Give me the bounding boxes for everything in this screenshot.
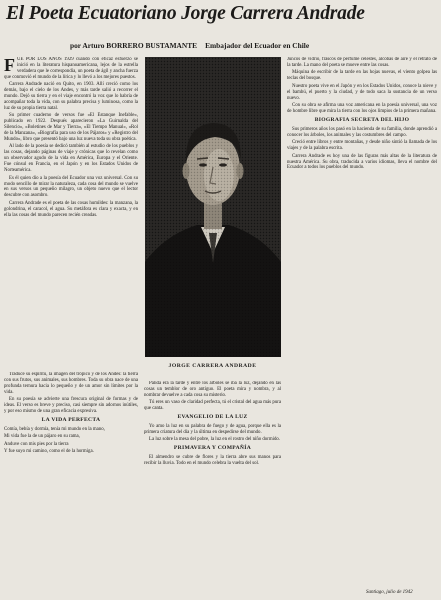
verse-line: Anduve con mis pies por la tierra bbox=[4, 441, 69, 447]
column-1-lower bbox=[4, 372, 138, 598]
article-byline bbox=[70, 41, 309, 50]
author-name: por Arturo BORRERO BUSTAMANTE bbox=[70, 41, 198, 50]
paragraph: Nuestro poeta vive en el Japón y en los Estados Unidos, conoce la nieve y el bambú, el puerto y la ciudad, y de todo saca la sustancia de un verso nuevo. bbox=[287, 83, 437, 101]
paragraph: Yo amo la luz en su palabra de fuego y de agua, porque ella es la primera criatura del día y la última en despedirse del mundo. bbox=[144, 424, 281, 435]
paragraph: Carrera Andrade es el poeta de las cosas humildes: la manzana, la golondrina, el caracol, el agua. Su metáfora es clara y exacta, y en ella las cosas del mundo parecen recién creadas. bbox=[4, 200, 138, 218]
paragraph: El almendro se cubre de flores y la tierra abre sus manos para recibir la lluvia. Todo en el mundo celebra la vuelta del sol. bbox=[144, 455, 281, 467]
paragraph: Traduce su espíritu, la imagen del trópico y de los Andes: la tierra con sus frutos, sus animales, sus hombres. Toda su obra nace de una profunda ternura hacia lo pequeño y de un amor sin límites por la vida. bbox=[4, 372, 138, 395]
paragraph: Con su obra se afirma una voz americana en la poesía universal, una voz de hombre libre que mira la tierra con los ojos limpios de la primera mañana. bbox=[287, 103, 437, 115]
verse-line: Mi vida fue la de un pájaro en su rama, bbox=[4, 434, 80, 440]
paragraph: Carrera Andrade nació en Quito, en 1903. Allí creció como los demás, bajo el cielo de los Andes, y más tarde salió a recorrer el mundo. Dejó su tierra y en el viaje encontró la voz que lo habría de acompañar toda la vida, con su palabra precisa y luminosa, como la luz de su propia tierra natal. bbox=[4, 82, 138, 111]
paragraph: Carrera Andrade es hoy una de las figuras más altas de la literatura de nuestra América. Su obra, traducida a varios idiomas, lleva el nombre del Ecuador a todos los pueblos del mundo. bbox=[287, 153, 437, 171]
portrait-photo bbox=[145, 57, 281, 357]
paragraph: Sus primeros años los pasó en la hacienda de su familia, donde aprendió a conocer los árboles, los animales y las costumbres del campo. bbox=[287, 126, 437, 138]
paragraph: Pálida era la tarde y entre los árboles se iba la luz, dejando en las cosas un temblor de oro antiguo. El poeta mira y nombra, y al nombrar devuelve a cada cosa su misterio. bbox=[144, 381, 281, 398]
section-heading-primavera: PRIMAVERA Y COMPAÑÍA bbox=[173, 445, 252, 452]
paragraph: En su poesía se advierte una frescura original de formas y de ideas. El verso es breve y preciso, casi siempre sin adornos inútiles, y por eso mismo de una gran eficacia expresiva. bbox=[4, 397, 138, 415]
section-heading-vida: LA VIDA PERFECTA bbox=[41, 416, 101, 423]
paragraph: Máquina de escribir de la tarde en las hojas nuevas, el viento golpea las teclas del bosque. bbox=[287, 70, 437, 82]
author-role: Embajador del Ecuador en Chile bbox=[205, 41, 310, 50]
section-heading-biografia: BIOGRAFIA SECRETA DEL HIJO bbox=[314, 116, 410, 123]
paragraph: Al lado de la poesía se dedicó también al estudio de los pueblos y las cosas, dejando páginas de viaje y crónicas que lo revelan como un observador agudo de la vida en América, Europa y el Oriente. Fue cónsul en Francia, en el Japón y en los Estados Unidos de Norteamérica. bbox=[4, 144, 138, 174]
paragraph: La luz sobre la mesa del pobre, la luz en el rostro del niño dormido. bbox=[149, 437, 281, 443]
paragraph: Creció entre libros y entre montañas, y desde niño sintió la llamada de los viajes y de la palabra escrita. bbox=[287, 140, 437, 152]
column-2 bbox=[144, 381, 281, 598]
paragraph: Juncos de vidrio, frascos de perfume celestes, alcobas de aire y el retrato de la tarde. La mano del poeta se mueve entre las cosas. bbox=[287, 57, 437, 68]
paragraph: UE POR LOS AÑOS 1929 cuando con eficaz esfuerzo se inició en la literatura hispanoamericana, lejos de la estrella verdadera que le correspondía, un poeta de ágil y ancha fuerza que conmovió el mundo de la lírica y lo llevó a los mejores puestos. bbox=[4, 57, 138, 80]
photo-caption: JORGE CARRERA ANDRADE bbox=[168, 363, 257, 369]
portrait-image bbox=[145, 57, 281, 357]
verse-line: Comía, bebía y dormía, tenía mi mundo en la mano, bbox=[4, 426, 105, 432]
paragraph: Su primer cuaderno de versos fue «El Estanque Inefable», publicado en 1922. Después aparecieron «La Guirnalda del Silencio», «Boletines de Mar y Tierra», «El Tiempo Manual», «Rol de la Manzana», «Biografía para uso de los Pájaros» y «Registro del Mundo», libro que presentó bajo una luz nueva toda su obra poética. bbox=[4, 113, 138, 142]
column-3 bbox=[287, 57, 437, 598]
section-heading-evangelio: EVANGELIO DE LA LUZ bbox=[177, 414, 248, 421]
dateline: Santiago, julio de 1942 bbox=[366, 590, 413, 595]
column-1 bbox=[4, 57, 138, 360]
drop-cap: F bbox=[4, 57, 15, 75]
paragraph: Es él quien dio a la poesía del Ecuador una voz universal. Con su modo sencillo de mirar la naturaleza, cada cosa del mundo se vuelve en sus versos un pequeño milagro, un objeto nuevo que el lector descubre con asombro. bbox=[4, 175, 138, 199]
article-headline: El Poeta Ecuatoriano Jorge Carrera Andrade bbox=[6, 3, 365, 24]
verse-line: Y fue suyo mi camino, como el de la hormiga. bbox=[4, 449, 94, 455]
paragraph: Tú eres un vaso de claridad perfecta, tú el cristal del agua más pura que canta. bbox=[144, 400, 281, 412]
